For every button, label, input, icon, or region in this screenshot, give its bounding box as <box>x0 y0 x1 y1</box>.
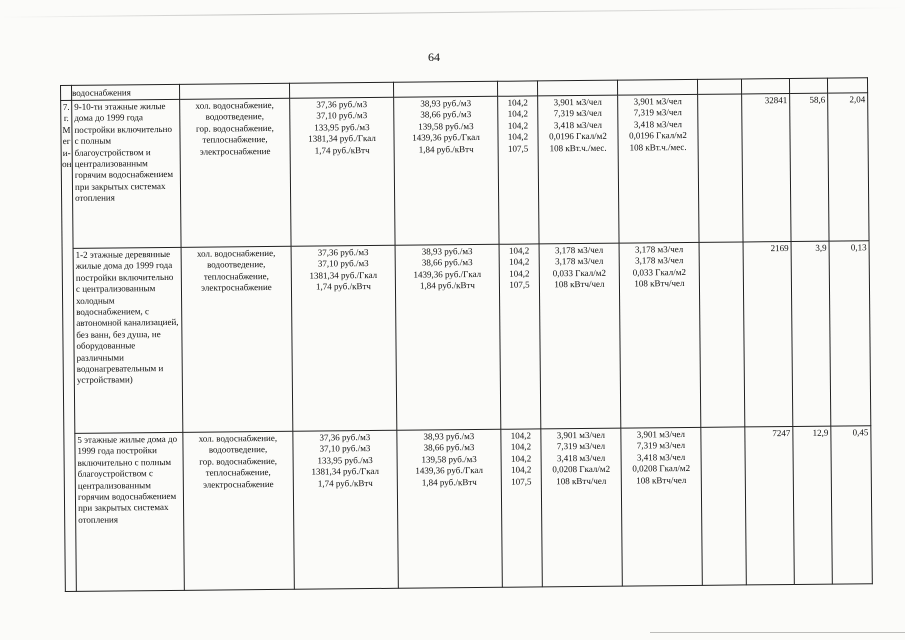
tariff-table <box>60 77 873 592</box>
tariffs-new-line: 1439,36 руб./Гкал <box>412 132 480 143</box>
tariff-indices-line: 104,2 <box>511 464 532 475</box>
norms-new-line: 0,0208 Гкал/м2 <box>632 463 691 474</box>
tariffs-current <box>293 430 399 589</box>
tariff-indices-line: 107,5 <box>507 143 529 154</box>
utility-services-line: водоотведение, <box>205 111 265 123</box>
blank-cell <box>701 427 747 585</box>
norms-new-line: 3,418 м3/чел <box>633 118 683 130</box>
norms-current-line: 3,901 м3/чел <box>553 96 602 108</box>
tariffs-current-line: 1,74 руб./кВтч <box>317 477 373 489</box>
tariffs-current-line: 37,10 руб./м3 <box>317 258 369 269</box>
tariff-indices-line: 107,5 <box>509 279 530 290</box>
tariffs-new-line: 1,84 руб./кВтч <box>421 476 477 488</box>
population-cell: 7247 <box>745 426 795 584</box>
population-cell: 32841 <box>742 93 791 241</box>
tariffs-current-line: 133,95 руб./м3 <box>314 121 370 133</box>
tariff-table-sheet <box>60 77 873 592</box>
utility-services <box>183 431 295 590</box>
tariffs-new-line: 1,84 руб./кВтч <box>419 280 475 291</box>
norms-current-line: 3,418 м3/чел <box>553 119 603 131</box>
tariffs-new-line: 38,93 руб./м3 <box>421 246 473 257</box>
norms-new <box>619 242 701 428</box>
tariffs-new-line: 38,66 руб./м3 <box>423 442 475 453</box>
tariffs-current-line: 1381,34 руб./Гкал <box>311 466 380 477</box>
tariff-indices-line: 104,2 <box>509 268 530 279</box>
norms-current-line: 3,178 м3/чел <box>555 256 604 267</box>
share-cell: 0,13 <box>829 241 871 426</box>
tariff-indices <box>498 96 539 244</box>
tariffs-current-line: 1381,34 руб./Гкал <box>309 269 378 281</box>
norms-new-line: 0,0196 Гкал/м2 <box>629 130 687 141</box>
tariff-indices-line: 104,2 <box>509 256 530 268</box>
tariffs-current-line: 37,36 руб./м3 <box>316 99 368 110</box>
norms-current-line: 108 кВт.ч./мес. <box>549 142 607 153</box>
tariffs-current <box>291 245 397 431</box>
utility-services-line: гор. водоснабжение, <box>199 455 278 467</box>
norms-new-line: 0,033 Гкал/м2 <box>632 266 686 278</box>
page-number: 64 <box>428 50 440 64</box>
norms-current-line: 3,901 м3/чел <box>556 429 606 441</box>
share-cell: 0,45 <box>831 426 873 584</box>
scan-artifact-line <box>0 7 905 17</box>
tariffs-current-line: 1381,34 руб./Гкал <box>308 133 376 144</box>
utility-services-line: водоотведение, <box>208 444 268 455</box>
blank-cell <box>698 94 743 242</box>
utility-services-line: гор. водоснабжение, <box>195 122 274 134</box>
tariffs-current-line: 1,74 руб./кВтч <box>314 144 370 156</box>
share-cell: 2,04 <box>828 93 869 241</box>
tariffs-new-line: 38,66 руб./м3 <box>421 257 473 268</box>
tariffs-current-line: 37,36 руб./м3 <box>319 432 371 443</box>
percent-cell: 58,6 <box>790 93 829 241</box>
utility-services-line: электроснабжение <box>201 282 272 293</box>
norms-current-line: 3,178 м3/чел <box>554 244 604 256</box>
norms-current-line: 7,319 м3/чел <box>553 108 602 119</box>
utility-services-line: теплоснабжение, <box>202 134 268 145</box>
tariff-indices-line: 104,2 <box>510 430 532 441</box>
tariffs-current-line: 37,36 руб./м3 <box>317 247 369 258</box>
tariff-indices-line: 104,2 <box>507 131 529 142</box>
tariff-indices-line: 107,5 <box>511 476 532 487</box>
tariff-indices <box>501 429 543 587</box>
norms-new-line: 3,901 м3/чел <box>633 96 682 107</box>
norms-new-line: 3,418 м3/чел <box>636 451 686 463</box>
housing-description: 1-2 этажные деревянные жилые дома до 1999 года постройки включительно с централизованным холодным водоснабжением, с автономной канализацией, без ванн, без душа, не оборудованные различными водонагревательным и устройствами) <box>73 247 183 433</box>
utility-services-line: теплоснабжение, <box>205 467 271 478</box>
norms-current <box>541 428 623 587</box>
norms-new-line: 3,901 м3/чел <box>636 429 686 440</box>
tariff-indices-line: 104,2 <box>510 441 532 453</box>
table-row <box>64 426 872 592</box>
norms-new <box>621 427 703 586</box>
tariffs-new-line: 38,66 руб./м3 <box>420 109 472 120</box>
tariff-indices-line: 104,2 <box>510 453 532 464</box>
utility-services-line: водоотведение, <box>206 259 266 271</box>
scan-artifact-bottom <box>650 632 905 633</box>
tariffs-current-line: 133,95 руб./м3 <box>317 454 373 466</box>
norms-current-line: 108 кВтч/чел <box>554 279 605 290</box>
norms-current-line: 3,418 м3/чел <box>556 452 606 464</box>
tariffs-new-line: 1,84 руб./кВтч <box>418 143 474 155</box>
tariffs-new-line: 1439,36 руб./Гкал <box>413 268 482 280</box>
tariff-indices-line: 104,2 <box>507 108 528 120</box>
table-row <box>62 241 871 434</box>
norms-current-line: 7,319 м3/чел <box>556 441 606 452</box>
norms-new-line: 108 кВт.ч./мес. <box>629 141 687 153</box>
percent-cell: 3,9 <box>791 241 831 426</box>
norms-new-line: 108 кВтч/чел <box>636 474 687 486</box>
tariffs-current <box>290 97 395 246</box>
norms-new-line: 108 кВтч/чел <box>634 278 685 289</box>
norms-current-line: 108 кВтч/чел <box>556 475 607 486</box>
utility-services-line: хол. водоснабжение, <box>195 99 274 111</box>
utility-services <box>181 246 293 432</box>
percent-cell: 12,9 <box>793 426 833 584</box>
tariffs-new <box>394 96 499 245</box>
norms-new-line: 7,319 м3/чел <box>633 107 682 118</box>
norms-current-line: 0,033 Гкал/м2 <box>552 267 606 279</box>
tariffs-new <box>397 429 503 588</box>
tariffs-current-line: 1,74 руб./кВтч <box>315 281 371 292</box>
norms-new <box>618 94 699 243</box>
locality-cell: 7. г. Меги-он <box>61 100 77 591</box>
tariffs-new-line: 38,93 руб./м3 <box>420 98 472 109</box>
cell-empty <box>61 85 72 100</box>
population-cell: 2169 <box>743 241 793 426</box>
utility-services-line: электроснабжение <box>199 145 271 157</box>
housing-description: 9-10-ти этажные жилые дома до 1999 года постройки включительно с полным благоустройством и централизованным горячим водоснабжением при закрытых системах отопления <box>72 99 181 248</box>
table-row <box>61 93 869 249</box>
utility-services <box>180 98 291 247</box>
housing-description: 5 этажные жилые дома до 1999 года постройки включительно с полным благоустройством с централизованным горячим водоснабжением при закрытых системах отопления <box>75 432 185 591</box>
utility-services-line: теплоснабжение, <box>203 270 269 282</box>
tariffs-current-line: 37,10 руб./м3 <box>319 443 371 454</box>
utility-services-line: хол. водоснабжение, <box>196 247 276 259</box>
utility-services-line: электроснабжение <box>202 478 274 490</box>
tariffs-new-line: 139,58 руб./м3 <box>418 120 474 132</box>
norms-current-line: 0,0208 Гкал/м2 <box>552 463 611 475</box>
tariff-indices-line: 104,2 <box>508 245 530 256</box>
norms-new-line: 3,178 м3/чел <box>634 244 684 255</box>
tariffs-new-line: 1439,36 руб./Гкал <box>415 465 484 476</box>
norms-new-line: 7,319 м3/чел <box>636 440 686 451</box>
norms-current <box>538 95 619 244</box>
norms-current-line: 0,0196 Гкал/м2 <box>549 130 607 142</box>
tariffs-new-line: 38,93 руб./м3 <box>423 431 475 442</box>
previous-row-tail: водоснабжения <box>72 84 180 100</box>
blank-cell <box>699 242 745 427</box>
tariff-indices <box>499 244 541 429</box>
tariffs-new <box>395 244 501 430</box>
tariff-indices-line: 104,2 <box>507 120 529 131</box>
tariffs-new-line: 139,58 руб./м3 <box>421 453 477 465</box>
tariffs-current-line: 37,10 руб./м3 <box>316 110 368 121</box>
utility-services-line: хол. водоснабжение, <box>198 432 278 444</box>
norms-new-line: 3,178 м3/чел <box>635 255 684 266</box>
norms-current <box>539 243 621 429</box>
tariff-indices-line: 104,2 <box>507 97 528 108</box>
